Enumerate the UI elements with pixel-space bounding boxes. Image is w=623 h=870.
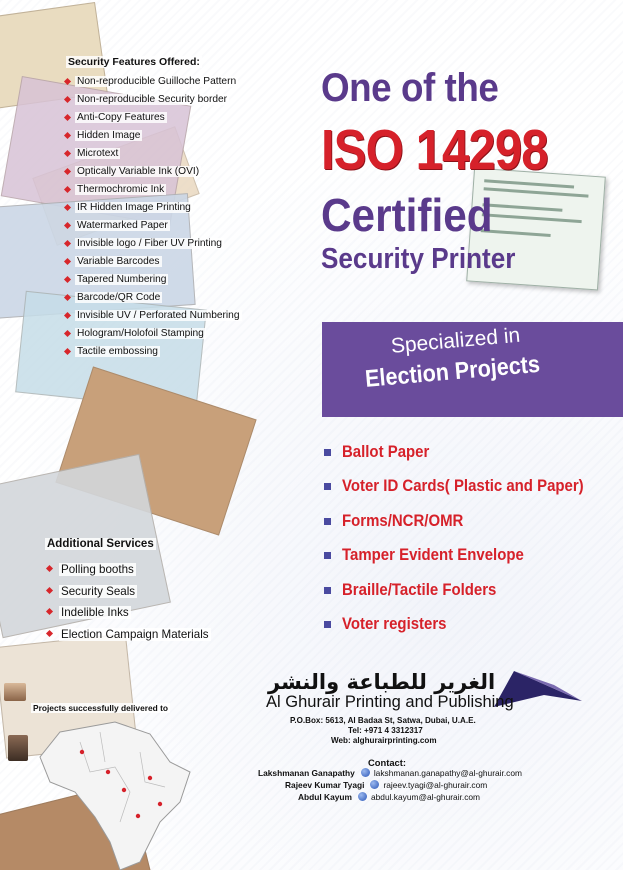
security-features-title: Security Features Offered: <box>68 56 200 68</box>
banner-line-2: Election Projects <box>364 350 541 393</box>
list-item: Hologram/Holofoil Stamping <box>64 325 242 343</box>
list-item: Tamper Evident Envelope <box>322 545 617 579</box>
bullet-diamond-icon <box>46 608 53 615</box>
company-name: Al Ghurair Printing and Publishing <box>266 693 514 711</box>
list-item: Election Campaign Materials <box>45 624 211 646</box>
bullet-diamond-icon <box>64 330 71 337</box>
bullet-diamond-icon <box>64 222 71 229</box>
list-item: Tapered Numbering <box>64 271 242 289</box>
bullet-diamond-icon <box>64 276 71 283</box>
headline-security-printer: Security Printer <box>321 243 516 275</box>
bullet-diamond-icon <box>64 168 71 175</box>
globe-icon <box>358 792 367 801</box>
map-marker <box>122 788 126 792</box>
photo-thumbnail <box>8 735 28 761</box>
bullet-square-icon <box>324 483 331 490</box>
banner-line-1: Specialized in <box>390 323 522 358</box>
bullet-diamond-icon <box>46 565 53 572</box>
company-name-arabic: الغرير للطباعة والنشر <box>268 670 496 694</box>
contact-row: Lakshmanan Ganapathy lakshmanan.ganapathy@al-ghurair.com <box>258 768 522 778</box>
bullet-diamond-icon <box>46 586 53 593</box>
bullet-diamond-icon <box>64 132 71 139</box>
list-item: Braille/Tactile Folders <box>322 580 617 614</box>
headline-line-1: One of the <box>321 66 499 110</box>
contact-email[interactable]: rajeev.tyagi@al-ghurair.com <box>383 780 488 790</box>
list-item: Invisible logo / Fiber UV Printing <box>64 235 242 253</box>
bullet-diamond-icon <box>64 150 71 157</box>
list-item: Non-reproducible Security border <box>64 91 242 109</box>
list-item: Anti-Copy Features <box>64 109 242 127</box>
contact-title: Contact: <box>368 757 407 768</box>
headline-iso: ISO 14298 <box>321 118 548 182</box>
security-features-list <box>64 73 242 361</box>
map-marker <box>148 776 152 780</box>
bullet-diamond-icon <box>64 348 71 355</box>
list-item: Optically Variable Ink (OVI) <box>64 163 242 181</box>
election-projects-list <box>322 442 617 648</box>
bullet-diamond-icon <box>64 294 71 301</box>
company-web: Web: alghurairprinting.com <box>331 736 437 745</box>
photo-thumbnail <box>4 683 26 701</box>
bullet-square-icon <box>324 587 331 594</box>
bullet-diamond-icon <box>64 312 71 319</box>
map-marker <box>158 802 162 806</box>
map-outline <box>40 722 190 870</box>
bullet-diamond-icon <box>46 629 53 636</box>
list-item: Voter ID Cards( Plastic and Paper) <box>322 476 617 510</box>
certificate-line <box>482 203 562 212</box>
certificate-line <box>482 213 582 223</box>
projects-delivered-label: Projects successfully delivered to <box>33 703 168 713</box>
list-item: Thermochromic Ink <box>64 181 242 199</box>
company-tel: Tel: +971 4 3312317 <box>348 726 423 735</box>
bullet-diamond-icon <box>64 258 71 265</box>
bullet-square-icon <box>324 552 331 559</box>
africa-map <box>20 712 210 870</box>
bullet-square-icon <box>324 621 331 628</box>
additional-services-title: Additional Services <box>47 538 154 550</box>
bullet-diamond-icon <box>64 204 71 211</box>
contact-row: Abdul Kayum abdul.kayum@al-ghurair.com <box>298 792 481 802</box>
bullet-square-icon <box>324 518 331 525</box>
globe-icon <box>361 768 370 777</box>
bullet-square-icon <box>324 449 331 456</box>
list-item: Voter registers <box>322 614 617 648</box>
map-marker <box>106 770 110 774</box>
list-item: Non-reproducible Guilloche Pattern <box>64 73 242 91</box>
map-marker <box>136 814 140 818</box>
list-item: Barcode/QR Code <box>64 289 242 307</box>
company-address: P.O.Box: 5613, Al Badaa St, Satwa, Dubai, U.A.E. <box>290 716 476 725</box>
list-item: IR Hidden Image Printing <box>64 199 242 217</box>
list-item: Ballot Paper <box>322 442 617 476</box>
list-item: Forms/NCR/OMR <box>322 511 617 545</box>
list-item: Microtext <box>64 145 242 163</box>
headline-certified: Certified <box>321 189 493 241</box>
certificate-line <box>484 187 589 197</box>
list-item: Indelible Inks <box>45 602 211 624</box>
list-item: Invisible UV / Perforated Numbering <box>64 307 242 325</box>
bullet-diamond-icon <box>64 78 71 85</box>
bullet-diamond-icon <box>64 114 71 121</box>
map-marker <box>80 750 84 754</box>
list-item: Tactile embossing <box>64 343 242 361</box>
list-item: Variable Barcodes <box>64 253 242 271</box>
contact-email[interactable]: abdul.kayum@al-ghurair.com <box>370 792 481 802</box>
list-item: Hidden Image <box>64 127 242 145</box>
bullet-diamond-icon <box>64 186 71 193</box>
bullet-diamond-icon <box>64 240 71 247</box>
list-item: Watermarked Paper <box>64 217 242 235</box>
additional-services-list <box>45 559 211 645</box>
globe-icon <box>370 780 379 789</box>
bullet-diamond-icon <box>64 96 71 103</box>
contact-email[interactable]: lakshmanan.ganapathy@al-ghurair.com <box>373 768 522 778</box>
list-item: Polling booths <box>45 559 211 581</box>
contact-row: Rajeev Kumar Tyagi rajeev.tyagi@al-ghurair.com <box>285 780 488 790</box>
list-item: Security Seals <box>45 581 211 603</box>
